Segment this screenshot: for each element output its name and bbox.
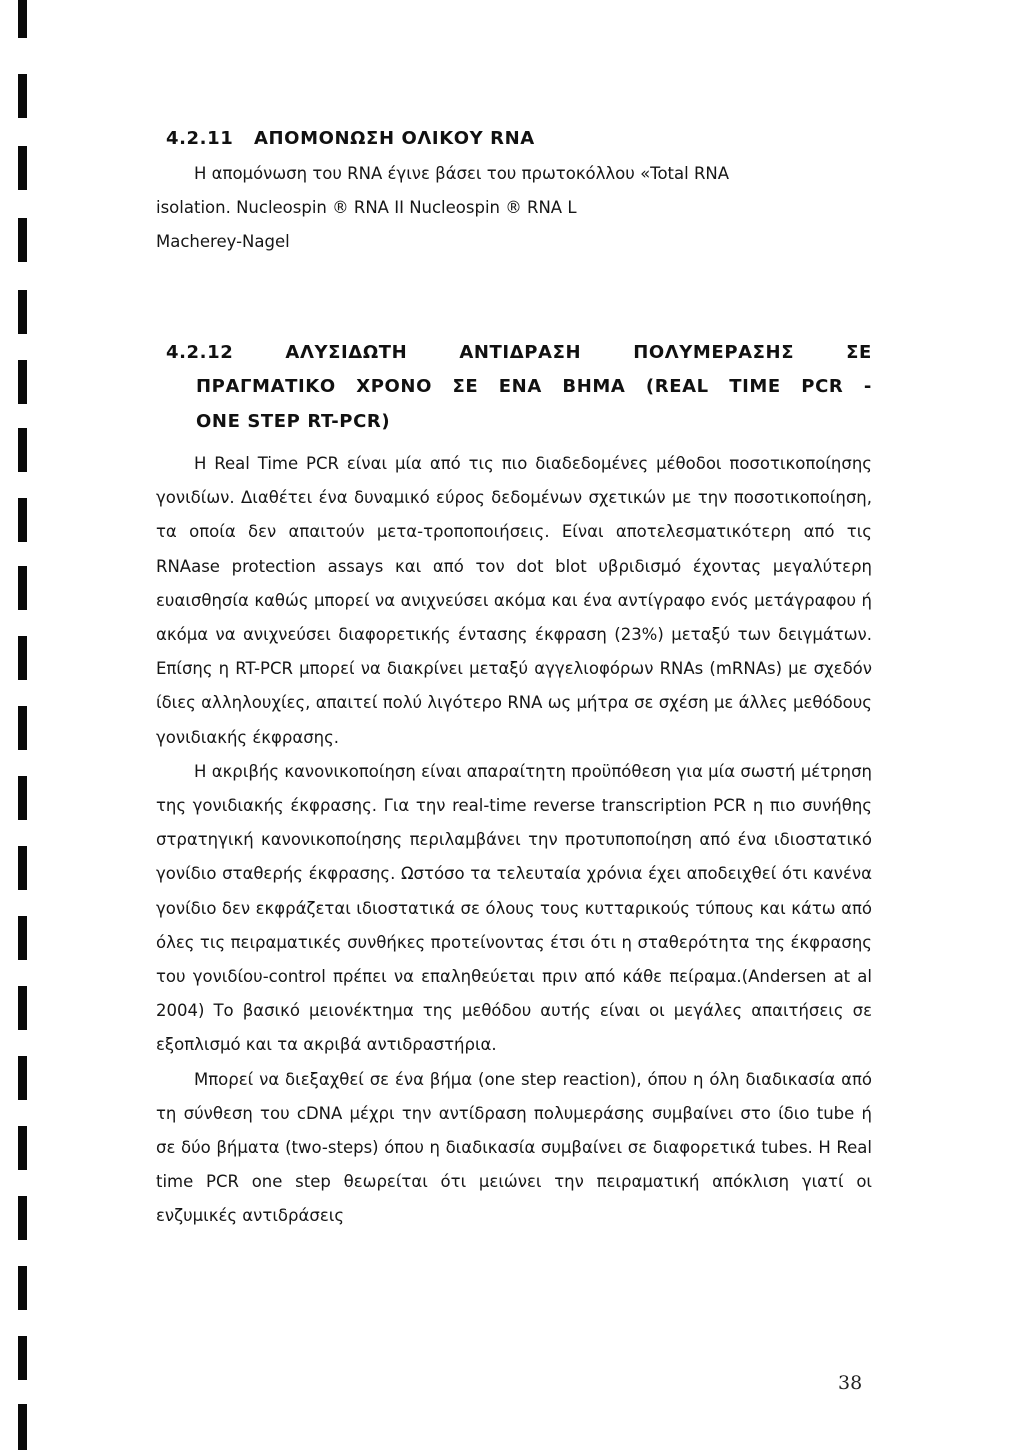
heading-row <box>166 370 872 404</box>
section-4-2-12-heading <box>166 336 872 439</box>
heading-word: - <box>863 376 872 398</box>
heading-row <box>166 336 872 370</box>
heading-word: ΠΟΛΥΜΕΡΑΣΗΣ <box>633 342 795 363</box>
margin-bar <box>18 74 27 118</box>
margin-bar <box>18 1404 27 1450</box>
margin-bar <box>18 218 27 262</box>
heading-word: ΧΡΟΝΟ <box>356 376 432 398</box>
body-paragraph: Η Real Time PCR είναι μία από τις πιο διαδεδομένες μέθοδοι ποσοτικοποίησης γονιδίων. Διαθέτει ένα δυναμικό εύρος δεδομένων σχετικών με την ποσοτικοποίηση, τα οποία δεν απαιτούν μετα-τροποποιήσεις. Είναι αποτελεσματικότερη από τις RNAase protection assays και από τον dot blot υβριδισμό έχοντας μεγαλύτερη ευαισθησία καθώς μπορεί να ανιχνεύσει ακόμα και ένα αντίγραφο ενός μετάγραφου ή ακόμα να ανιχνεύσει διαφορετικής έντασης έκφραση (23%) μεταξύ των δειγμάτων. Επίσης η RT-PCR μπορεί να διακρίνει μεταξύ αγγελιοφόρων RNAs (mRNAs) με σχεδόν ίδιες αλληλουχίες, απαιτεί πολύ λιγότερο RNA ως μήτρα σε σχέση με άλλες μεθόδους γονιδιακής έκφρασης. <box>156 454 872 747</box>
margin-bar <box>18 776 27 820</box>
margin-bar <box>18 1126 27 1170</box>
heading-word: PCR <box>801 376 844 398</box>
heading-word: ΒΗΜΑ <box>562 376 626 398</box>
margin-bar <box>18 846 27 890</box>
heading-word: ΣΕ <box>846 342 872 363</box>
heading-word: TIME <box>729 376 781 398</box>
scan-margin-bars <box>18 0 30 1450</box>
margin-bar <box>18 1336 27 1380</box>
margin-bar <box>18 360 27 404</box>
section-heading <box>156 122 872 156</box>
margin-bar <box>18 706 27 750</box>
heading-word: ΠΡΑΓΜΑΤΙΚΟ <box>196 376 336 398</box>
heading-word: ΑΛΥΣΙΔΩΤΗ <box>285 342 408 363</box>
margin-bar <box>18 1266 27 1310</box>
margin-bar <box>18 1196 27 1240</box>
section-4-2-12-body <box>156 447 872 1234</box>
heading-word: ΑΝΤΙΔΡΑΣΗ <box>459 342 582 363</box>
margin-bar <box>18 986 27 1030</box>
heading-word: ΕΝΑ <box>498 376 542 398</box>
heading-word: (REAL <box>645 376 709 398</box>
margin-bar <box>18 1056 27 1100</box>
margin-bar <box>18 146 27 190</box>
margin-bar <box>18 566 27 610</box>
section-number: 4.2.11 <box>166 128 234 149</box>
body-paragraph: Μπορεί να διεξαχθεί σε ένα βήμα (one step reaction), όπου η όλη διαδικασία από τη σύνθεση του cDNA μέχρι την αντίδραση πολυμεράσης συμβαίνει στο ίδιο tube ή σε δύο βήματα (two-steps) όπου η διαδικασία συμβαίνει σε διαφορετικά tubes. Η Real time PCR one step θεωρείται ότι μειώνει την πειραματική απόκλιση γιατί οι ενζυμικές αντιδράσεις <box>156 1069 872 1226</box>
section-text-line: Η απομόνωση του RNA έγινε βάσει του πρωτοκόλλου «Total RNA <box>194 164 730 183</box>
section-text-line: isolation. Nucleospin ® RNA II Nucleospin ® RNA L <box>156 198 577 217</box>
section-4-2-11 <box>156 122 872 259</box>
margin-bar <box>18 498 27 542</box>
heading-word: ΣΕ <box>452 376 479 398</box>
heading-row: ONE STEP RT-PCR) <box>196 410 391 432</box>
margin-bar <box>18 916 27 960</box>
margin-bar <box>18 428 27 472</box>
body-paragraph: Η ακριβής κανονικοποίηση είναι απαραίτητη προϋπόθεση για μία σωστή μέτρηση της γονιδιακής έκφρασης. Για την real-time reverse transcription PCR η πιο συνήθης στρατηγική κανονικοποίησης περιλαμβάνει την προτυποποίηση από ένα ιδιοστατικό γονίδιο σταθερής έκφρασης. Ωστόσο τα τελευταία χρόνια έχει αποδειχθεί ότι κανένα γονίδιο δεν εκφράζεται ιδιοστατικά σε όλους τους κυτταρικούς τύπους και κάτω από όλες τις πειραματικές συνθήκες προτείνοντας έτσι ότι η σταθερότητα της έκφρασης του γονιδίου-control πρέπει να επαληθεύεται πριν από κάθε πείραμα.(Andersen at al 2004) Το βασικό μειονέκτημα της μεθόδου αυτής είναι οι μεγάλες απαιτήσεις σε εξοπλισμό και τα ακριβά αντιδραστήρια. <box>156 761 872 1055</box>
margin-bar <box>18 290 27 334</box>
page-number: 38 <box>838 1372 863 1394</box>
margin-bar <box>18 636 27 680</box>
section-text-line: Macherey-Nagel <box>156 232 290 251</box>
section-title: ΑΠΟΜΟΝΩΣΗ ΟΛΙΚΟΥ RNA <box>253 128 535 149</box>
section-number: 4.2.12 <box>166 342 234 363</box>
margin-bar <box>18 0 27 38</box>
